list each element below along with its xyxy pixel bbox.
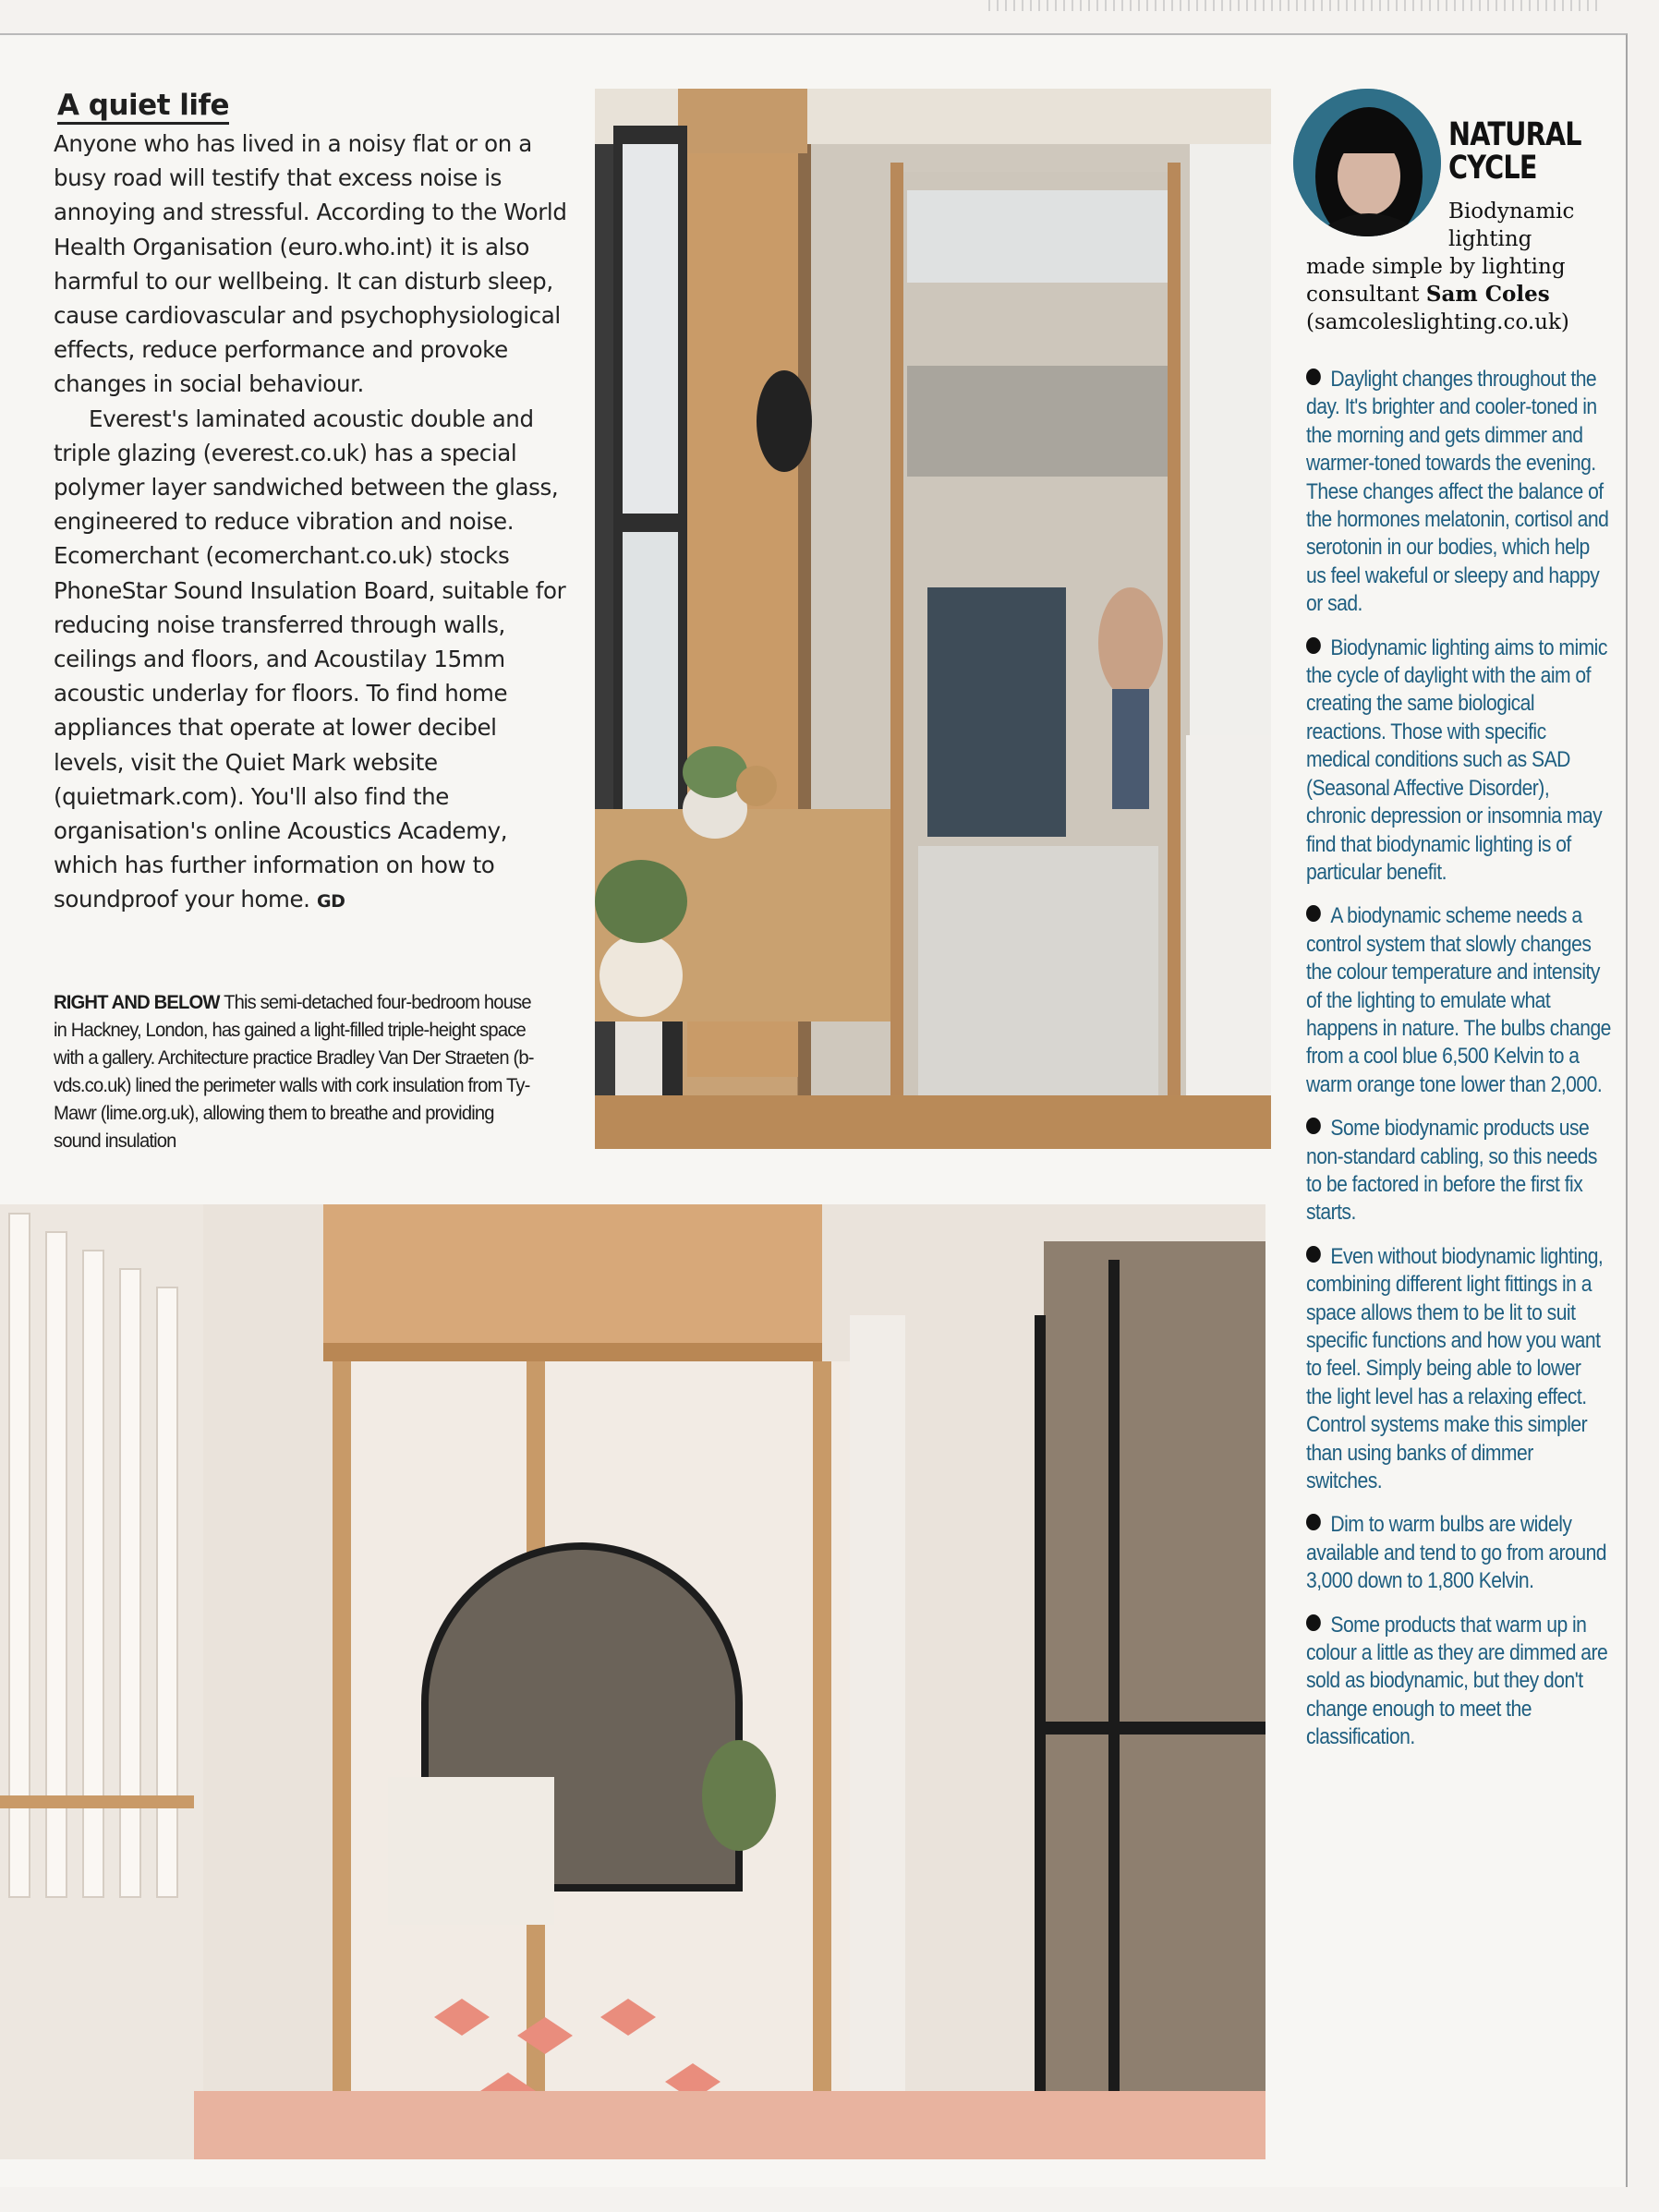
consultant-name: Sam Coles [1425, 282, 1550, 307]
list-item [1306, 1511, 1611, 1595]
sidebar-intro-first: Biodynamic lighting [1448, 199, 1575, 251]
tip-text: Daylight changes throughout the day. It's brighter and cooler-toned in the morning and gets dimmer and warmer-toned towards the evening. These changes affect the balance of the hormones melatonin, cortisol and serotonin in our bodies, which help us feel wakeful or sleepy and happy or sad. [1306, 367, 1609, 617]
tip-text: Dim to warm bulbs are widely available and tend to go from around 3,000 down to 1,800 Kelvin. [1306, 1512, 1607, 1594]
list-item [1306, 635, 1611, 888]
photo-hallway-arch-window [0, 1204, 1265, 2159]
list-item [1306, 1612, 1611, 1752]
list-item [1306, 366, 1611, 619]
article-body [54, 127, 571, 920]
caption-lead: RIGHT AND BELOW [54, 991, 220, 1013]
author-signoff: GD [316, 891, 345, 913]
bullet-icon [1306, 369, 1321, 385]
consultant-website: (samcoleslighting.co.uk) [1306, 310, 1569, 334]
list-item [1306, 902, 1611, 1099]
bullet-icon [1306, 1118, 1321, 1134]
sidebar-title: NATURAL CYCLE [1448, 116, 1581, 187]
tip-text: Biodynamic lighting aims to mimic the cycle of daylight with the aim of creating the same biological reactions. Those with specific medical conditions such as SAD (Seasonal Affective Disorder), chronic depression or insomnia may find that biodynamic lighting is of particular benefit. [1306, 635, 1607, 885]
tip-text: A biodynamic scheme needs a control system that slowly changes the colour temperature and intensity of the lighting to emulate what happens in nature. The bulbs change from a cool blue 6,500 Kelvin to a warm orange tone lower than 2,000. [1306, 903, 1611, 1097]
photo-kitchen-window [595, 89, 1271, 1149]
sidebar-intro-rest: made simple by lighting consultant [1306, 255, 1566, 307]
article-paragraph-2 [54, 402, 571, 920]
sidebar-intro [1306, 198, 1602, 336]
tips-list [1306, 366, 1611, 1768]
list-item [1306, 1115, 1611, 1227]
page-edge-marks [988, 0, 1598, 11]
tip-text: Some biodynamic products use non-standard cabling, so this needs to be factored in before the first fix starts. [1306, 1116, 1597, 1226]
article-title: A quiet life [57, 89, 229, 125]
list-item [1306, 1243, 1611, 1496]
article-paragraph-2-text: Everest's laminated acoustic double and triple glazing (everest.co.uk) has a special polymer layer sandwiched between the glass, engineered to reduce vibration and noise. Ecomerchant (ecomerchant.co.uk) stocks PhoneStar Sound Insulation Board, suitable for reducing noise transferred through walls, ceilings and floors, and Acoustilay 15mm acoustic underlay for floors. To find home appliances that operate at lower decibel levels, visit the Quiet Mark website (quietmark.com). You'll also find the organisation's online Acoustics Academy, which has further information on how to soundproof your home. [54, 405, 566, 913]
caption-text: This semi-detached four-bedroom house in Hackney, London, has gained a light-filled triple-height space with a gallery. Architecture practice Bradley Van Der Straeten (b-vds.co.uk) lined the perimeter walls with cork insulation from Ty-Mawr (lime.org.uk), allowing them to breathe and providing sound insulation [54, 991, 534, 1152]
bullet-icon [1306, 905, 1321, 922]
tip-text: Some products that warm up in colour a little as they are dimmed are sold as biodynamic, but they don't change enough to meet the classification. [1306, 1612, 1608, 1750]
bullet-icon [1306, 1514, 1321, 1530]
tip-text: Even without biodynamic lighting, combining different light fittings in a space allows them to be lit to suit specific functions and how you want to feel. Simply being able to lower the light level has a relaxing effect. Control systems make this simpler than using banks of dimmer switches. [1306, 1243, 1604, 1494]
bullet-icon [1306, 637, 1321, 654]
photo-caption [54, 988, 539, 1154]
bullet-icon [1306, 1614, 1321, 1631]
article [54, 89, 571, 920]
article-paragraph-1: Anyone who has lived in a noisy flat or on a busy road will testify that excess noise is annoying and stressful. According to the World Health Organisation (euro.who.int) it is also harmful to our wellbeing. It can disturb sleep, cause cardiovascular and psychophysiological effects, reduce performance and provoke changes in social behaviour. [54, 130, 567, 398]
bullet-icon [1306, 1246, 1321, 1263]
